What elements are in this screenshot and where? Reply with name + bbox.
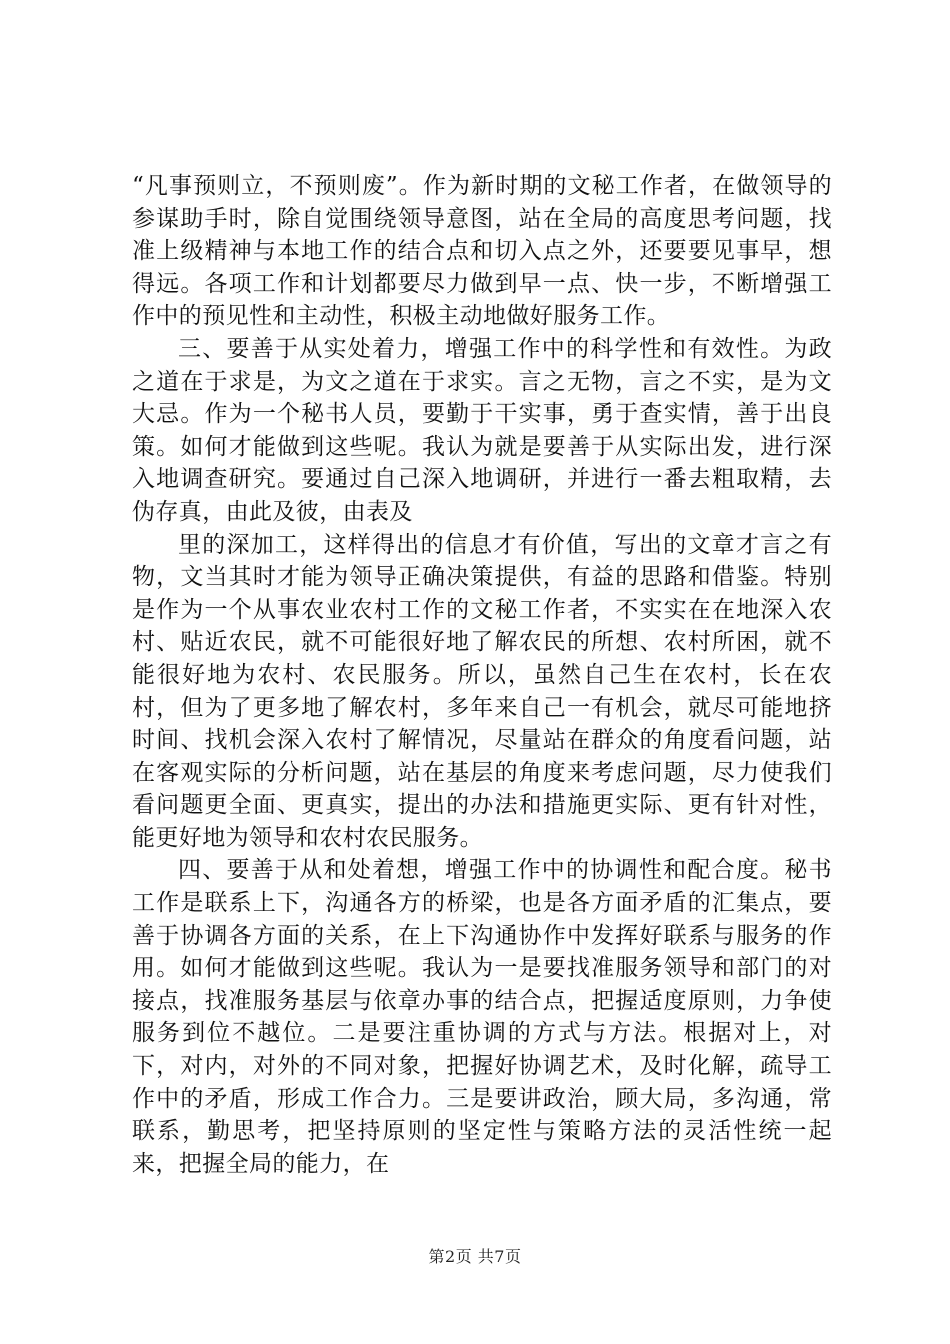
- document-body: [132, 170, 832, 1180]
- paragraph-2: 三、要善于从实处着力，增强工作中的科学性和有效性。为政之道在于求是，为文之道在于求实。言之无物，言之不实，是为文大忌。作为一个秘书人员，要勤于干实事，勇于查实情，善于出良策。如何才能做到这些呢。我认为就是要善于从实际出发，进行深入地调查研究。要通过自己深入地调研，并进行一番去粗取精，去伪存真，由此及彼，由表及: [132, 335, 832, 525]
- paragraph-4: 四、要善于从和处着想，增强工作中的协调性和配合度。秘书工作是联系上下，沟通各方的桥梁，也是各方面矛盾的汇集点，要善于协调各方面的关系，在上下沟通协作中发挥好联系与服务的作用。如何才能做到这些呢。我认为一是要找准服务领导和部门的对接点，找准服务基层与依章办事的结合点，把握适度原则，力争使服务到位不越位。二是要注重协调的方式与方法。根据对上，对下，对内，对外的不同对象，把握好协调艺术，及时化解，疏导工作中的矛盾，形成工作合力。三是要讲政治，顾大局，多沟通，常联系，勤思考，把坚持原则的坚定性与策略方法的灵活性统一起来，把握全局的能力，在: [132, 857, 832, 1177]
- paragraph-3: 里的深加工，这样得出的信息才有价值，写出的文章才言之有物，文当其时才能为领导正确决策提供，有益的思路和借鉴。特别是作为一个从事农业农村工作的文秘工作者，不实实在在地深入农村、贴近农民，就不可能很好地了解农民的所想、农村所困，就不能很好地为农村、农民服务。所以，虽然自己生在农村，长在农村，但为了更多地了解农村，多年来自己一有机会，就尽可能地挤时间、找机会深入农村了解情况，尽量站在群众的角度看问题，站在客观实际的分析问题，站在基层的角度来考虑问题，尽力使我们看问题更全面、更真实，提出的办法和措施更实际、更有针对性，能更好地为领导和农村农民服务。: [132, 531, 832, 851]
- page-footer: [0, 1244, 950, 1267]
- paragraph-1: “凡事预则立，不预则废”。作为新时期的文秘工作者，在做领导的参谋助手时，除自觉围绕领导意图，站在全局的高度思考问题，找准上级精神与本地工作的结合点和切入点之外，还要要见事早，想得远。各项工作和计划都要尽力做到早一点、快一步，不断增强工作中的预见性和主动性，积极主动地做好服务工作。: [132, 173, 832, 330]
- page-number-label: 第2页 共7页: [428, 1247, 522, 1266]
